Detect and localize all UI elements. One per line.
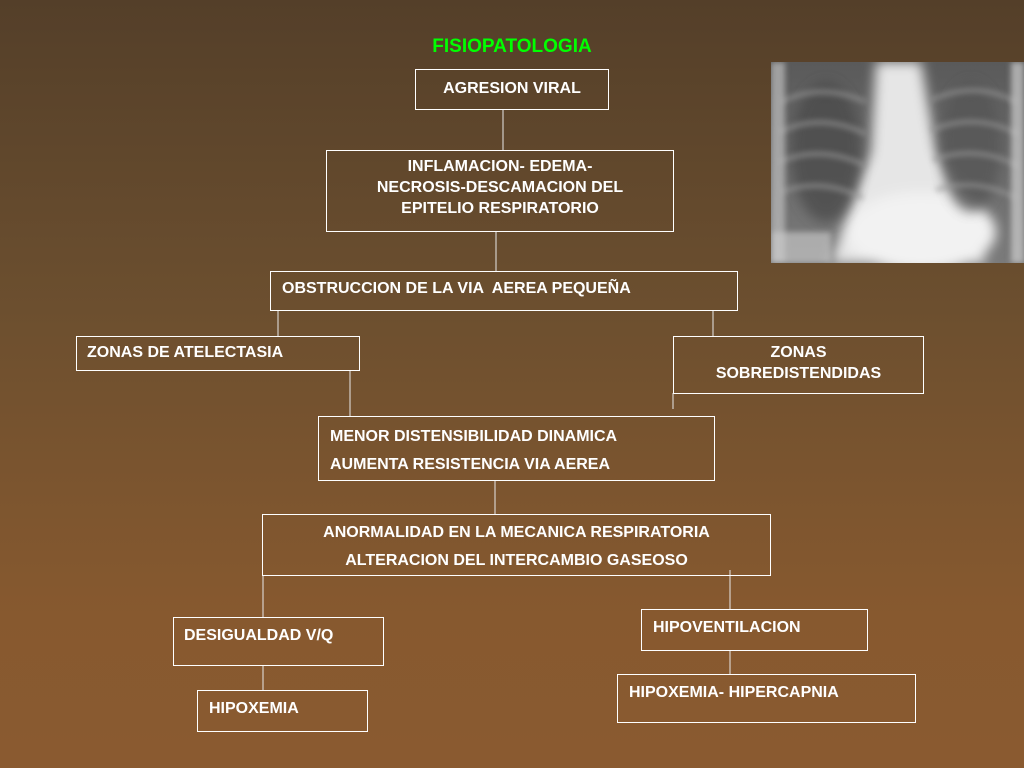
node-agresion-viral (415, 69, 609, 110)
node-label: HIPOXEMIA (209, 700, 299, 717)
node-label-line-1: INFLAMACION- EDEMA- (407, 158, 593, 175)
node-label: HIPOXEMIA- HIPERCAPNIA (629, 684, 839, 701)
node-hipoxemia-hipercapnia (617, 674, 916, 723)
diagram-title: FISIOPATOLOGIA (432, 36, 592, 57)
node-label-line-3: EPITELIO RESPIRATORIO (401, 199, 599, 217)
node-obstruccion (270, 271, 738, 311)
node-hipoxemia (197, 690, 368, 732)
node-label-line-2: SOBREDISTENDIDAS (715, 364, 882, 382)
node-label-line-2: AUMENTA RESISTENCIA VIA AEREA (330, 456, 611, 473)
node-atelectasia (76, 336, 360, 371)
node-sobredistendidas (673, 336, 924, 394)
node-distensibilidad (318, 416, 715, 481)
node-label-line-1: ZONAS (770, 344, 827, 361)
node-label-line-1: ANORMALIDAD EN LA MECANICA RESPIRATORIA (323, 524, 710, 541)
node-label: AGRESION VIRAL (443, 80, 581, 97)
node-desigualdad (173, 617, 384, 666)
node-label: OBSTRUCCION DE LA VIA AEREA PEQUEÑA (282, 280, 631, 297)
node-label-line-2: ALTERACION DEL INTERCAMBIO GASEOSO (345, 552, 688, 569)
node-label: ZONAS DE ATELECTASIA (87, 344, 284, 361)
node-label-line-2: NECROSIS-DESCAMACION DEL (376, 178, 624, 196)
node-inflamacion (326, 150, 674, 232)
node-label: HIPOVENTILACION (653, 619, 801, 636)
node-hipoventilacion (641, 609, 868, 651)
node-label: DESIGUALDAD V/Q (184, 627, 334, 644)
node-anormalidad (262, 514, 771, 576)
node-label-line-1: MENOR DISTENSIBILIDAD DINAMICA (330, 428, 618, 445)
